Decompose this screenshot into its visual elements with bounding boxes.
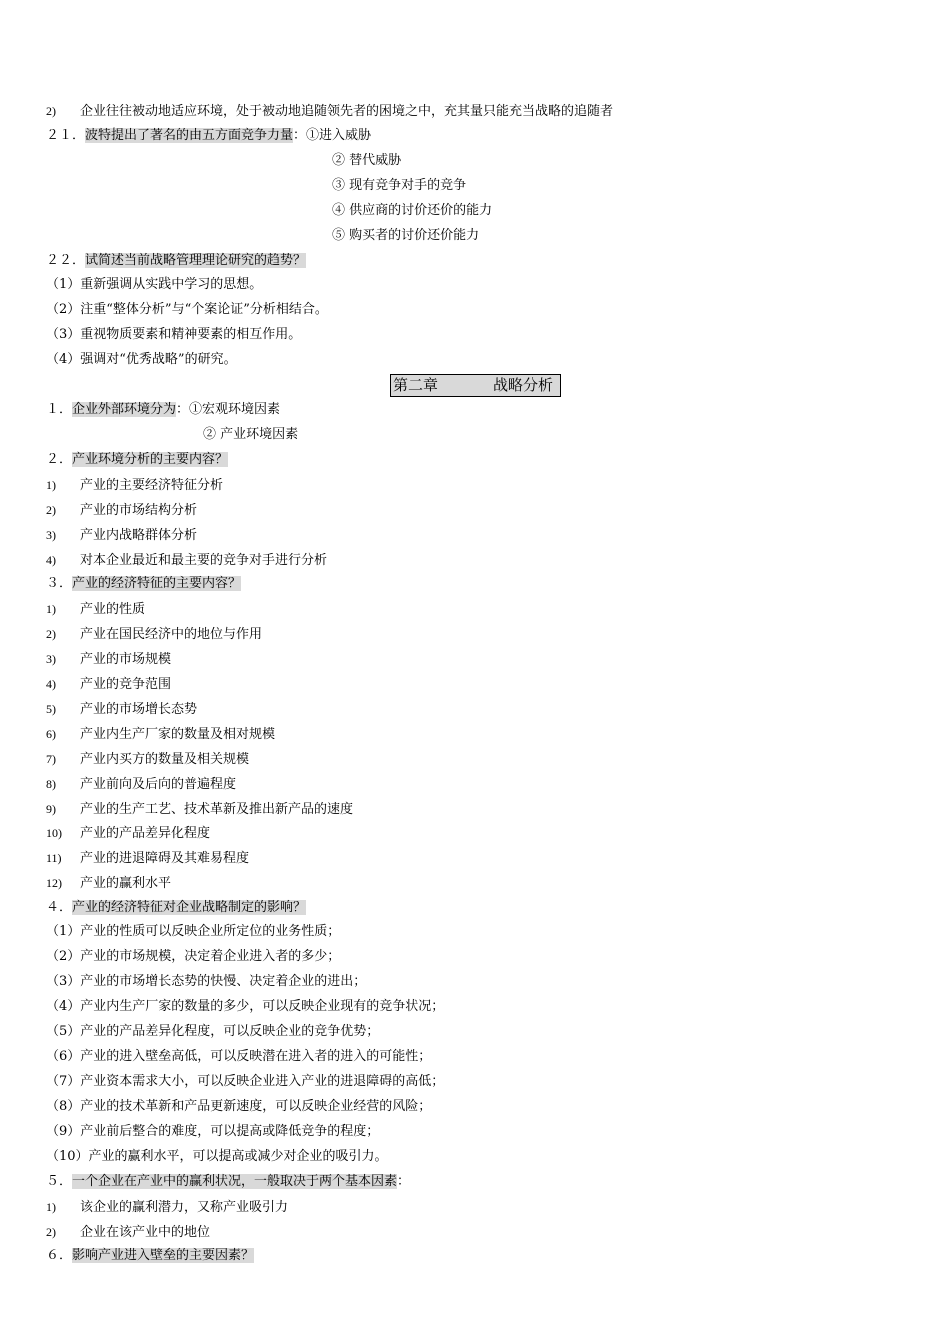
list-item: ④ 供应商的讨价还价的能力	[332, 203, 493, 218]
list-item: 1) 产业的主要经济特征分析	[46, 478, 224, 493]
answer-item: （3）重视物质要素和精神要素的相互作用。	[46, 327, 302, 342]
list-item: ③ 现有竞争对手的竞争	[332, 178, 467, 193]
question-highlight: 一个企业在产业中的赢利状况，一般取决于两个基本因素	[72, 1174, 398, 1189]
list-item: 4) 对本企业最近和最主要的竞争对手进行分析	[46, 553, 328, 568]
list-item: ② 产业环境因素	[203, 427, 299, 442]
list-item: 3) 产业的市场规模	[46, 652, 172, 667]
answer-item: （10）产业的赢利水平，可以提高或减少对企业的吸引力。	[46, 1149, 388, 1164]
list-item: 12) 产业的赢利水平	[46, 876, 172, 891]
question-highlight: 产业的经济特征对企业战略制定的影响？	[72, 900, 307, 915]
answer-item: （6）产业的进入壁垒高低，可以反映潜在进入者的进入的可能性；	[46, 1049, 432, 1064]
question-highlight: 产业环境分析的主要内容？	[72, 452, 229, 467]
list-item: 1) 该企业的赢利潜力，又称产业吸引力	[46, 1200, 289, 1215]
question-highlight: 企业外部环境分为	[72, 402, 177, 417]
list-item: 1) 产业的性质	[46, 602, 146, 617]
answer-item: （8）产业的技术革新和产品更新速度，可以反映企业经营的风险；	[46, 1099, 432, 1114]
question-6: ６．影响产业进入壁垒的主要因素？	[46, 1248, 255, 1263]
answer-item: （5）产业的产品差异化程度，可以反映企业的竞争优势；	[46, 1024, 380, 1039]
list-item: 2) 产业在国民经济中的地位与作用	[46, 627, 263, 642]
list-item: 5) 产业的市场增长态势	[46, 702, 198, 717]
list-item: 7) 产业内买方的数量及相关规模	[46, 752, 250, 767]
list-item: 4) 产业的竞争范围	[46, 677, 172, 692]
list-item: ⑤ 购买者的讨价还价能力	[332, 228, 480, 243]
question-22: ２２．试简述当前战略管理理论研究的趋势？	[46, 253, 307, 268]
answer-item: （9）产业前后整合的难度，可以提高或降低竞争的程度；	[46, 1124, 380, 1139]
list-item: 10) 产业的产品差异化程度	[46, 826, 211, 841]
question-highlight: 影响产业进入壁垒的主要因素？	[72, 1248, 255, 1263]
question-5: ５．一个企业在产业中的赢利状况，一般取决于两个基本因素：	[46, 1174, 411, 1189]
answer-item: （4）产业内生产厂家的数量的多少，可以反映企业现有的竞争状况；	[46, 999, 445, 1014]
question-highlight: 波特提出了著名的由五方面竞争力量	[85, 128, 294, 143]
list-item: 11) 产业的进退障碍及其难易程度	[46, 851, 250, 866]
list-item: 9) 产业的生产工艺、技术革新及推出新产品的速度	[46, 802, 354, 817]
list-item: 3) 产业内战略群体分析	[46, 528, 198, 543]
question-highlight: 产业的经济特征的主要内容？	[72, 576, 242, 591]
question-2: ２．产业环境分析的主要内容？	[46, 452, 229, 467]
answer-item: （7）产业资本需求大小，可以反映企业进入产业的进退障碍的高低；	[46, 1074, 445, 1089]
list-item: 2) 企业往往被动地适应环境，处于被动地追随领先者的困境之中，充其量只能充当战略的追随者	[46, 104, 614, 119]
question-highlight: 试简述当前战略管理理论研究的趋势？	[85, 253, 307, 268]
chapter-title: 第二章 战略分析	[390, 374, 561, 397]
question-4: ４．产业的经济特征对企业战略制定的影响？	[46, 900, 307, 915]
question-3: ３．产业的经济特征的主要内容？	[46, 576, 242, 591]
answer-item: （1）产业的性质可以反映企业所定位的业务性质；	[46, 924, 341, 939]
list-item: 8) 产业前向及后向的普遍程度	[46, 777, 237, 792]
list-item: 6) 产业内生产厂家的数量及相对规模	[46, 727, 276, 742]
answer-item: （4）强调对“优秀战略”的研究。	[46, 352, 237, 367]
question-21: ２１．波特提出了著名的由五方面竞争力量：①进入威胁	[46, 128, 372, 143]
list-item: ② 替代威胁	[332, 153, 402, 168]
question-1: １．企业外部环境分为：①宏观环境因素	[46, 402, 281, 417]
answer-item: （3）产业的市场增长态势的快慢、决定着企业的进出；	[46, 974, 367, 989]
answer-item: （2）产业的市场规模，决定着企业进入者的多少；	[46, 949, 341, 964]
answer-item: （1）重新强调从实践中学习的思想。	[46, 277, 263, 292]
list-item: 2) 企业在该产业中的地位	[46, 1225, 211, 1240]
answer-item: （2）注重“整体分析”与“个案论证”分析相结合。	[46, 302, 328, 317]
list-item: 2) 产业的市场结构分析	[46, 503, 198, 518]
